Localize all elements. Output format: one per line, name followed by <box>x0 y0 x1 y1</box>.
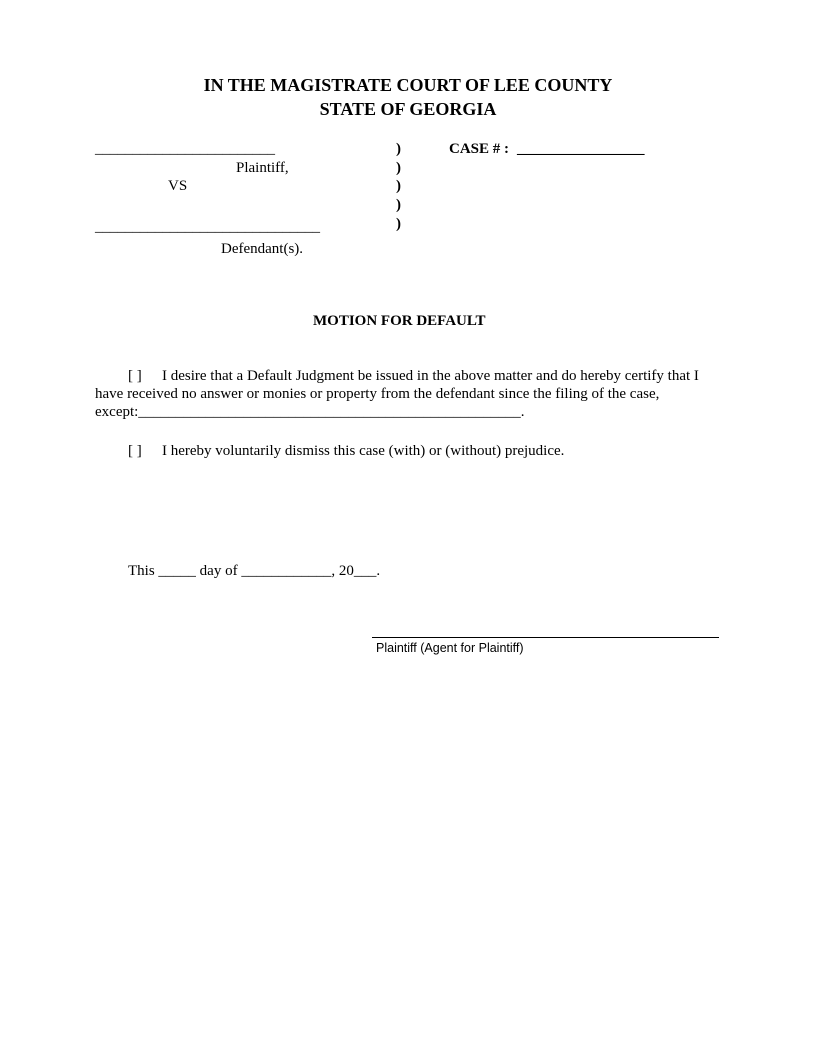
dismiss-text: I hereby voluntarily dismiss this case (with) or (without) prejudice. <box>162 443 565 459</box>
case-number-label: CASE # : <box>449 141 510 157</box>
vs-label: VS <box>168 178 188 194</box>
plaintiff-label: Plaintiff, <box>236 160 289 176</box>
dismiss-checkbox[interactable]: [ ] <box>128 443 142 459</box>
caption-paren: ) <box>396 197 401 213</box>
plaintiff-name-blank[interactable]: ________________________ <box>95 141 275 157</box>
motion-title: MOTION FOR DEFAULT <box>313 313 486 329</box>
default-judgment-text-line2: have received no answer or monies or property from the defendant since the filing of the case, <box>95 386 660 402</box>
default-judgment-text-line1: I desire that a Default Judgment be issued in the above matter and do hereby certify that I <box>162 368 699 384</box>
case-number-blank[interactable]: _________________ <box>517 141 645 157</box>
exception-blank[interactable]: except:___________________________________________________. <box>95 404 525 420</box>
caption-paren: ) <box>396 216 401 232</box>
state-heading: STATE OF GEORGIA <box>319 99 497 119</box>
caption-paren: ) <box>396 141 401 157</box>
defendant-label: Defendant(s). <box>221 241 304 257</box>
defendant-name-blank[interactable]: ______________________________ <box>95 219 320 235</box>
caption-paren: ) <box>396 160 401 176</box>
date-line[interactable]: This _____ day of ____________, 20___. <box>128 563 381 579</box>
default-judgment-checkbox[interactable]: [ ] <box>128 368 142 384</box>
signature-line[interactable] <box>372 637 719 638</box>
caption-paren: ) <box>396 178 401 194</box>
court-heading: IN THE MAGISTRATE COURT OF LEE COUNTY <box>203 75 613 95</box>
signature-label: Plaintiff (Agent for Plaintiff) <box>376 641 524 655</box>
